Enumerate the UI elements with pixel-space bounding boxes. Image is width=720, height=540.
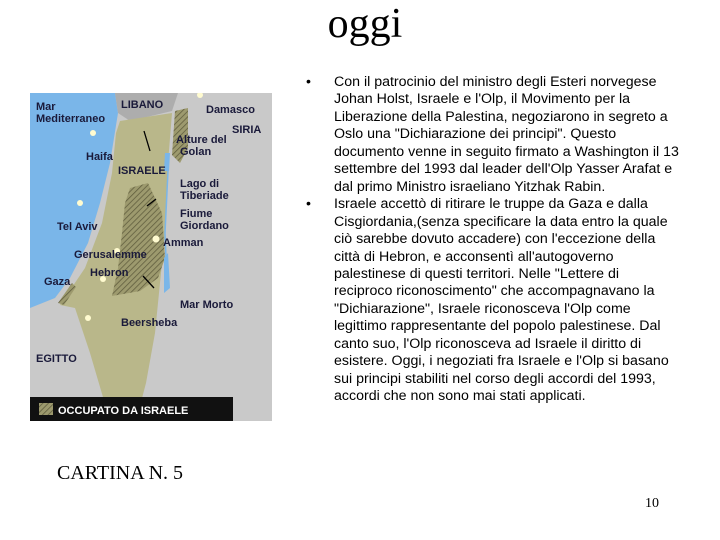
map-label-tiberiade-2: Tiberiade <box>180 190 229 202</box>
page-number: 10 <box>645 496 659 511</box>
map-label-giordano-2: Giordano <box>180 220 229 232</box>
map-label-golan-2: Golan <box>180 146 212 158</box>
map-label-giordano: Fiume <box>180 208 213 220</box>
map-label-tiberiade: Lago di <box>180 178 220 190</box>
map-label-beersheba: Beersheba <box>121 317 178 329</box>
map-label-mar-morto: Mar Morto <box>180 299 234 311</box>
bullet-item <box>306 196 681 405</box>
legend-hatch-swatch-icon <box>39 403 53 415</box>
map-label-tel-aviv: Tel Aviv <box>57 221 98 233</box>
slide-title: oggi <box>327 1 403 47</box>
map-label-israele: ISRAELE <box>118 165 166 177</box>
map-label-libano: LIBANO <box>121 99 164 111</box>
map-label-sea-2: Mediterraneo <box>36 113 106 125</box>
map-label-damasco: Damasco <box>206 104 255 116</box>
map-legend-label: OCCUPATO DA ISRAELE <box>58 405 189 417</box>
bullet-icon: • <box>306 196 311 213</box>
map-label-haifa: Haifa <box>86 151 113 163</box>
map-label-sea: Mar <box>36 101 56 113</box>
map-label-amman: Amman <box>163 237 204 249</box>
map-label-egitto: EGITTO <box>36 353 77 365</box>
map-label-gaza: Gaza <box>44 276 71 288</box>
bullet-icon: • <box>306 74 311 90</box>
map-label-gerusalemme: Gerusalemme <box>74 249 147 261</box>
map-label-golan: Alture del <box>176 134 227 146</box>
map-label-siria: SIRIA <box>232 124 262 136</box>
bullet-text: Israele accettò di ritirare le truppe da Gaza e dalla Cisgiordania,(senza specificare la data entro la quale ciò sarebbe dovuto accadere) con l'eccezione della città di Hebron, e acconsentì all'autogoverno palestinese di questi territori. Nelle "Lettere di reciproco riconoscimento" che accompagnavano la "Dichiarazione", Israele riconosceva l'Olp come legittimo rappresentante del popolo palestinese. Dal canto suo, l'Olp riconosceva ad Israele il diritto di esistere. Oggi, i negoziati fra Israele e l'Olp si basano sui principi stabiliti nel corso degli accordi del 1993, accordi che non sono mai stati applicati. <box>334 196 669 405</box>
map-israel <box>30 93 272 421</box>
bullet-item <box>306 74 681 196</box>
map-label-hebron: Hebron <box>90 267 129 279</box>
bullet-text: Con il patrocinio del ministro degli Esteri norvegese Johan Holst, Israele e l'Olp, il Movimento per la Liberazione della Palestina, negoziarono in segreto a Oslo una "Dichiarazione dei principi". Questo documento venne in seguito firmato a Washington il 13 settembre del 1993 dal leader dell'Olp Yasser Arafat e dal primo Ministro israeliano Yitzhak Rabin. <box>334 74 679 195</box>
bullet-list <box>306 74 681 406</box>
map-caption: CARTINA N. 5 <box>57 462 184 484</box>
